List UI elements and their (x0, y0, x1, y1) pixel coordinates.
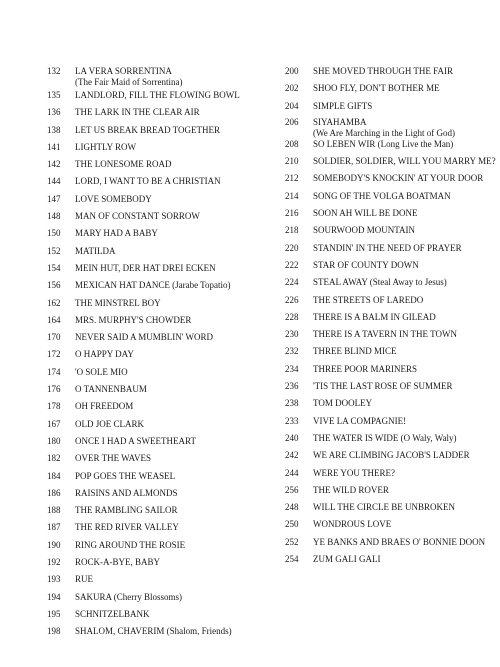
index-entry (47, 66, 272, 90)
song-title (75, 401, 272, 412)
song-title (313, 66, 490, 77)
song-title (75, 419, 272, 430)
index-entry (285, 156, 496, 173)
page-number: 204 (285, 100, 299, 111)
song-title (75, 90, 272, 101)
page-number: 210 (285, 156, 299, 167)
page-number: 234 (285, 363, 299, 374)
song-subtitle: (The Fair Maid of Sorrentina) (75, 77, 183, 87)
page-number: 224 (285, 277, 299, 288)
page-number: 212 (285, 173, 299, 184)
index-entry (47, 280, 272, 297)
index-entry (47, 522, 272, 539)
index-entry (47, 471, 272, 488)
song-title (313, 260, 490, 271)
index-entry (285, 312, 490, 329)
song-title (75, 263, 272, 274)
song-title-text: SOMEBODY'S KNOCKIN' AT YOUR DOOR (313, 173, 484, 184)
song-title (75, 592, 272, 603)
song-title-text: MAN OF CONSTANT SORROW (75, 211, 200, 222)
song-title-text: LOVE SOMEBODY (75, 193, 152, 204)
page-number: 195 (47, 608, 61, 619)
page-number: 150 (47, 228, 61, 239)
song-title-text: THE STREETS OF LAREDO (313, 294, 424, 305)
song-title-text: THE RED RIVER VALLEY (75, 522, 179, 533)
song-title-text: THE WATER IS WIDE (O Waly, Waly) (313, 432, 457, 443)
index-entry (47, 159, 272, 176)
index-entry (285, 346, 490, 363)
page-number: 248 (285, 502, 299, 513)
index-entry (285, 416, 490, 433)
song-title-text: WE ARE CLIMBING JACOB'S LADDER (313, 450, 470, 461)
song-title (313, 537, 490, 548)
index-entry (47, 505, 272, 522)
page-number: 233 (285, 415, 299, 426)
page-number: 216 (285, 208, 299, 219)
song-title-text: MEXICAN HAT DANCE (Jarabe Topatio) (75, 280, 231, 291)
song-title-text: THERE IS A TAVERN IN THE TOWN (313, 329, 457, 340)
page-number: 138 (47, 124, 61, 135)
song-title-text: SOLDIER, SOLDIER, WILL YOU MARRY ME? (313, 156, 496, 167)
index-entry (47, 488, 272, 505)
index-entry (285, 398, 490, 415)
page-number: 202 (285, 83, 299, 94)
song-title (313, 208, 490, 219)
index-entry (47, 315, 272, 332)
song-title (313, 173, 490, 184)
song-title (75, 436, 272, 447)
song-title-text: ZUM GALI GALI (313, 554, 381, 565)
index-entry (47, 436, 272, 453)
song-title (313, 101, 490, 112)
song-title-text: STAR OF COUNTY DOWN (313, 259, 419, 270)
page-number: 172 (47, 349, 61, 360)
index-entry (47, 246, 272, 263)
index-entry (285, 139, 490, 156)
song-title-text: SONG OF THE VOLGA BOATMAN (313, 190, 451, 201)
song-title (313, 364, 490, 375)
song-title (75, 125, 272, 136)
song-title (313, 416, 490, 427)
index-entry (47, 609, 272, 626)
song-title (313, 519, 490, 530)
index-entry (47, 176, 272, 193)
song-title (75, 557, 272, 568)
index-entry (47, 453, 272, 470)
song-title-text: POP GOES THE WEASEL (75, 470, 176, 481)
song-title (313, 554, 490, 565)
index-entry (47, 349, 272, 366)
index-entry (47, 107, 272, 124)
index-entry (285, 260, 490, 277)
page-number: 164 (47, 314, 61, 325)
song-title (75, 609, 272, 620)
index-entry (285, 554, 490, 571)
page-number: 190 (47, 539, 61, 550)
index-column-right (285, 66, 496, 571)
song-title (313, 381, 490, 392)
song-title (75, 194, 272, 205)
song-title (313, 502, 490, 513)
page-number: 214 (285, 190, 299, 201)
page-number: 174 (47, 366, 61, 377)
song-title-text: THE MINSTREL BOY (75, 297, 161, 308)
song-title (75, 66, 272, 88)
index-entry (285, 225, 490, 242)
song-title-text: OH FREEDOM (75, 401, 134, 412)
song-title-text: WONDROUS LOVE (313, 519, 392, 530)
song-title-text: THREE POOR MARINERS (313, 363, 418, 374)
page-number: 228 (285, 311, 299, 322)
song-title-text: WILL THE CIRCLE BE UNBROKEN (313, 502, 455, 513)
song-title-text: THE LONESOME ROAD (75, 159, 172, 170)
song-title-text: THREE BLIND MICE (313, 346, 397, 357)
song-title-text: SOON AH WILL BE DONE (313, 208, 418, 219)
page-number: 206 (285, 116, 299, 127)
song-title (313, 191, 490, 202)
song-title (313, 277, 490, 288)
song-title-text: YE BANKS AND BRAES O' BONNIE DOON (313, 536, 486, 547)
song-title (313, 433, 490, 444)
song-title-text: ONCE I HAD A SWEETHEART (75, 435, 196, 446)
index-entry (285, 66, 490, 83)
song-title (75, 228, 272, 239)
page-number: 180 (47, 435, 61, 446)
song-title (75, 107, 272, 118)
index-entry (47, 557, 272, 574)
index-entry (285, 243, 490, 260)
index-entry (47, 401, 272, 418)
index-entry (285, 208, 490, 225)
song-title (75, 626, 272, 637)
page-number: 198 (47, 626, 61, 637)
page-number: 141 (47, 141, 61, 152)
song-title (75, 574, 272, 585)
song-title (313, 243, 490, 254)
page-number: 154 (47, 262, 61, 273)
song-title (313, 117, 490, 139)
index-entry (47, 228, 272, 245)
page-number: 220 (285, 242, 299, 253)
index-entry (285, 381, 490, 398)
index-entry (285, 277, 490, 294)
page-number: 170 (47, 332, 61, 343)
song-title (75, 349, 272, 360)
index-entry (285, 519, 490, 536)
song-title-text: THE WILD ROVER (313, 484, 389, 495)
song-title (75, 505, 272, 516)
song-title-text: SCHNITZELBANK (75, 608, 150, 619)
page-number: 182 (47, 453, 61, 464)
page-number: 250 (285, 519, 299, 530)
song-title-text: TOM DOOLEY (313, 398, 373, 409)
page-number: 194 (47, 591, 61, 602)
song-title-text: SHALOM, CHAVERIM (Shalom, Friends) (75, 626, 232, 637)
index-entry (285, 502, 490, 519)
song-title (313, 312, 490, 323)
song-title-text: O HAPPY DAY (75, 349, 134, 360)
index-entry (285, 101, 490, 118)
song-title (313, 468, 490, 479)
song-title-text: NEVER SAID A MUMBLIN' WORD (75, 332, 213, 343)
song-title (75, 488, 272, 499)
song-title-text: LANDLORD, FILL THE FLOWING BOWL (75, 90, 240, 100)
index-entry (47, 367, 272, 384)
song-title (313, 83, 490, 94)
index-entry (285, 468, 490, 485)
page-number: 188 (47, 505, 61, 516)
page-number: 200 (285, 66, 299, 76)
song-title (313, 139, 490, 150)
song-title (313, 156, 496, 167)
page-number: 242 (285, 450, 299, 461)
page-number: 240 (285, 432, 299, 443)
song-title-text: STEAL AWAY (Steal Away to Jesus) (313, 277, 447, 288)
page-number: 256 (285, 484, 299, 495)
index-entry (47, 90, 272, 107)
song-title-text: MARY HAD A BABY (75, 228, 158, 239)
song-title (313, 295, 490, 306)
song-title (75, 522, 272, 533)
song-title (313, 398, 490, 409)
song-title-text: LA VERA SORRENTINA (75, 66, 172, 76)
song-title-text: LET US BREAK BREAD TOGETHER (75, 124, 221, 135)
page-number: 136 (47, 107, 61, 118)
song-title (75, 367, 272, 378)
song-title (75, 384, 272, 395)
song-title (75, 246, 272, 257)
page-number: 148 (47, 211, 61, 222)
song-title (75, 471, 272, 482)
index-entry (47, 263, 272, 280)
index-entry (47, 384, 272, 401)
page-number: 132 (47, 66, 61, 76)
page-number: 236 (285, 381, 299, 392)
index-entry (285, 295, 490, 312)
index-entry (47, 194, 272, 211)
page-number: 193 (47, 574, 61, 585)
song-title-text: SIMPLE GIFTS (313, 100, 373, 111)
song-title (75, 332, 272, 343)
song-title-text: O TANNENBAUM (75, 384, 147, 395)
page-number: 187 (47, 522, 61, 533)
song-title-text: OVER THE WAVES (75, 453, 152, 464)
page-number: 176 (47, 384, 61, 395)
page-number: 232 (285, 346, 299, 357)
song-title-text: STANDIN' IN THE NEED OF PRAYER (313, 242, 462, 253)
song-title-text: MRS. MURPHY'S CHOWDER (75, 314, 192, 325)
song-subtitle: (We Are Marching in the Light of God) (313, 127, 455, 138)
page-number: 162 (47, 297, 61, 308)
index-entry (285, 117, 490, 139)
song-title-text: SHE MOVED THROUGH THE FAIR (313, 66, 454, 76)
song-title-text: 'O SOLE MIO (75, 366, 128, 377)
song-title-text: THE LARK IN THE CLEAR AIR (75, 107, 200, 118)
page-number: 167 (47, 418, 61, 429)
index-entry (47, 540, 272, 557)
index-entry (47, 142, 272, 159)
page-number: 254 (285, 554, 299, 565)
page-number: 244 (285, 467, 299, 478)
song-title-text: OLD JOE CLARK (75, 418, 144, 429)
page-number: 226 (285, 294, 299, 305)
page-number: 144 (47, 176, 61, 187)
song-title-text: 'TIS THE LAST ROSE OF SUMMER (313, 381, 453, 392)
song-title (75, 298, 272, 309)
song-title-text: MATILDA (75, 245, 116, 256)
song-title-text: RAISINS AND ALMONDS (75, 487, 178, 498)
song-title-text: RING AROUND THE ROSIE (75, 539, 186, 550)
song-title-text: THE RAMBLING SAILOR (75, 505, 178, 516)
song-title-text: MEIN HUT, DER HAT DREI ECKEN (75, 262, 216, 273)
page-number: 186 (47, 487, 61, 498)
index-entry (285, 191, 490, 208)
page-number: 178 (47, 401, 61, 412)
page-number: 142 (47, 159, 61, 170)
index-column-left (47, 66, 272, 644)
song-title (75, 142, 272, 153)
index-entry (285, 364, 490, 381)
index-entry (47, 298, 272, 315)
index-entry (47, 419, 272, 436)
song-title (75, 280, 272, 291)
page-number: 192 (47, 557, 61, 568)
page-number: 184 (47, 470, 61, 481)
index-entry (47, 332, 272, 349)
page-number: 252 (285, 536, 299, 547)
page-number: 135 (47, 90, 61, 100)
index-entry (47, 592, 272, 609)
index-entry (285, 485, 490, 502)
page-number: 147 (47, 193, 61, 204)
page-number: 208 (285, 138, 299, 149)
page-number: 218 (285, 225, 299, 236)
index-entry (285, 83, 490, 100)
song-title (313, 485, 490, 496)
song-title-text: SIYAHAMBA (313, 116, 367, 127)
song-title (75, 211, 272, 222)
song-title-text: ROCK-A-BYE, BABY (75, 557, 161, 568)
song-title-text: VIVE LA COMPAGNIE! (313, 415, 407, 426)
index-entry (285, 537, 490, 554)
song-title-text: WERE YOU THERE? (313, 467, 395, 478)
page-number: 156 (47, 280, 61, 291)
song-title-text: SAKURA (Cherry Blossoms) (75, 591, 183, 602)
index-entry (47, 574, 272, 591)
song-title (75, 453, 272, 464)
page-number: 238 (285, 398, 299, 409)
song-title (75, 315, 272, 326)
song-title-text: THERE IS A BALM IN GILEAD (313, 311, 436, 322)
song-title-text: SHOO FLY, DON'T BOTHER ME (313, 83, 440, 94)
index-entry (47, 626, 272, 643)
song-title-text: LORD, I WANT TO BE A CHRISTIAN (75, 176, 221, 187)
song-title (75, 540, 272, 551)
song-title-text: LIGHTLY ROW (75, 141, 137, 152)
index-entry (285, 329, 490, 346)
page-number: 230 (285, 329, 299, 340)
song-title (75, 176, 272, 187)
index-entry (47, 125, 272, 142)
index-entry (285, 433, 490, 450)
index-entry (285, 450, 490, 467)
song-title (313, 225, 490, 236)
page-number: 222 (285, 259, 299, 270)
song-title-text: RUE (75, 574, 93, 585)
song-title (313, 329, 490, 340)
index-entry (285, 173, 490, 190)
song-title (313, 346, 490, 357)
song-title (313, 450, 490, 461)
song-title (75, 159, 272, 170)
index-entry (47, 211, 272, 228)
page-number: 152 (47, 245, 61, 256)
song-title-text: SO LEBEN WIR (Long Live the Man) (313, 138, 454, 149)
song-title-text: SOURWOOD MOUNTAIN (313, 225, 416, 236)
